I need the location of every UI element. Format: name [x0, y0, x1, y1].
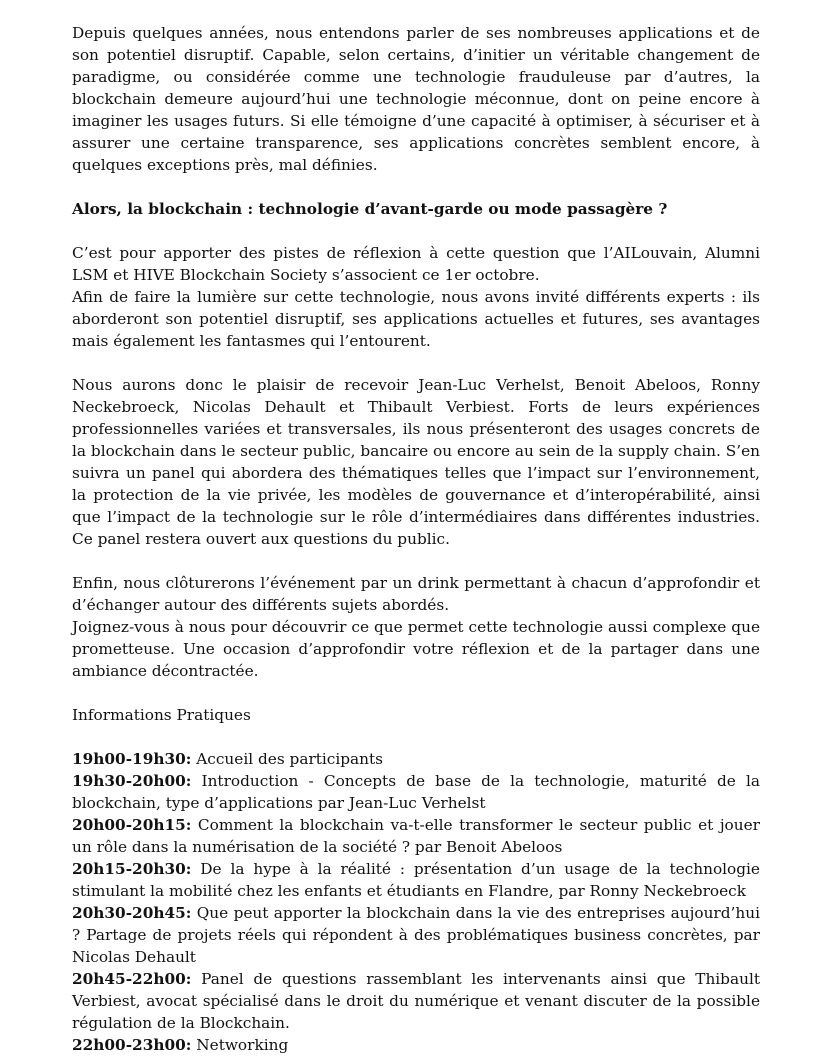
schedule-item: [72, 1034, 760, 1056]
invite-paragraph: Joignez-vous à nous pour découvrir ce que permet cette technologie aussi complexe que prometteuse. Une occasion d’approfondir votre réflexion et de la partager dans une ambiance décontractée.: [72, 618, 760, 680]
experts-paragraph: Afin de faire la lumière sur cette technologie, nous avons invité différents experts : ils aborderont son potentiel disruptif, ses applications actuelles et futures, ses avantages mais également les fantasmes qui l’entourent.: [72, 288, 760, 350]
schedule-time: 20h00-20h15:: [72, 816, 192, 834]
schedule-item: [72, 902, 760, 968]
closing-paragraph: Enfin, nous clôturerons l’événement par un drink permettant à chacun d’approfondir et d’échanger autour des différents sujets abordés.: [72, 574, 760, 614]
schedule-item: [72, 814, 760, 858]
partners-paragraph: C’est pour apporter des pistes de réflexion à cette question que l’AILouvain, Alumni LSM et HIVE Blockchain Society s’associent ce 1er octobre.: [72, 244, 760, 284]
schedule-text: Introduction - Concepts de base de la technologie, maturité de la blockchain, type d’applications par Jean-Luc Verhelst: [72, 772, 760, 812]
schedule-time: 20h15-20h30:: [72, 860, 192, 878]
schedule-item: [72, 770, 760, 814]
schedule-time: 20h30-20h45:: [72, 904, 192, 922]
schedule-text: Panel de questions rassemblant les intervenants ainsi que Thibault Verbiest, avocat spécialisé dans le droit du numérique et venant discuter de la possible régulation de la Blockchain.: [72, 970, 760, 1032]
schedule-text: De la hype à la réalité : présentation d’un usage de la technologie stimulant la mobilité chez les enfants et étudiants en Flandre, par Ronny Neckebroeck: [72, 860, 760, 900]
schedule-time: 20h45-22h00:: [72, 970, 192, 988]
schedule-list: [72, 748, 760, 1056]
practical-info-title: Informations Pratiques: [72, 706, 251, 724]
schedule-time: 22h00-23h00:: [72, 1036, 192, 1054]
schedule-item: [72, 748, 760, 770]
schedule-text: Networking: [191, 1036, 289, 1054]
intro-paragraph: Depuis quelques années, nous entendons parler de ses nombreuses applications et de son potentiel disruptif. Capable, selon certains, d’initier un véritable changement de paradigme, ou considérée comme une technologie frauduleuse par d’autres, la blockchain demeure aujourd’hui une technologie méconnue, dont on peine encore à imaginer les usages futurs. Si elle témoigne d’une capacité à optimiser, à sécuriser et à assurer une certaine transparence, ses applications concrètes semblent encore, à quelques exceptions près, mal définies.: [72, 24, 760, 174]
question-heading: Alors, la blockchain : technologie d’avant-garde ou mode passagère ?: [72, 200, 668, 218]
schedule-text: Que peut apporter la blockchain dans la vie des entreprises aujourd’hui ? Partage de projets réels qui répondent à des problématiques business concrètes, par Nicolas Dehault: [72, 904, 760, 966]
schedule-item: [72, 858, 760, 902]
schedule-text: Comment la blockchain va-t-elle transformer le secteur public et jouer un rôle dans la numérisation de la société ? par Benoit Abeloos: [72, 816, 760, 856]
speakers-paragraph: Nous aurons donc le plaisir de recevoir Jean-Luc Verhelst, Benoit Abeloos, Ronny Neckebroeck, Nicolas Dehault et Thibault Verbiest. Forts de leurs expériences professionnelles variées et transversales, ils nous présenteront des usages concrets de la blockchain dans le secteur public, bancaire ou encore au sein de la supply chain. S’en suivra un panel qui abordera des thématiques telles que l’impact sur l’environnement, la protection de la vie privée, les modèles de gouvernance et d’interopérabilité, ainsi que l’impact de la technologie sur le rôle d’intermédiaires dans différentes industries. Ce panel restera ouvert aux questions du public.: [72, 376, 760, 548]
document-page: [72, 22, 760, 1056]
schedule-time: 19h00-19h30:: [72, 750, 192, 768]
schedule-text: Accueil des participants: [191, 750, 384, 768]
schedule-time: 19h30-20h00:: [72, 772, 192, 790]
schedule-item: [72, 968, 760, 1034]
